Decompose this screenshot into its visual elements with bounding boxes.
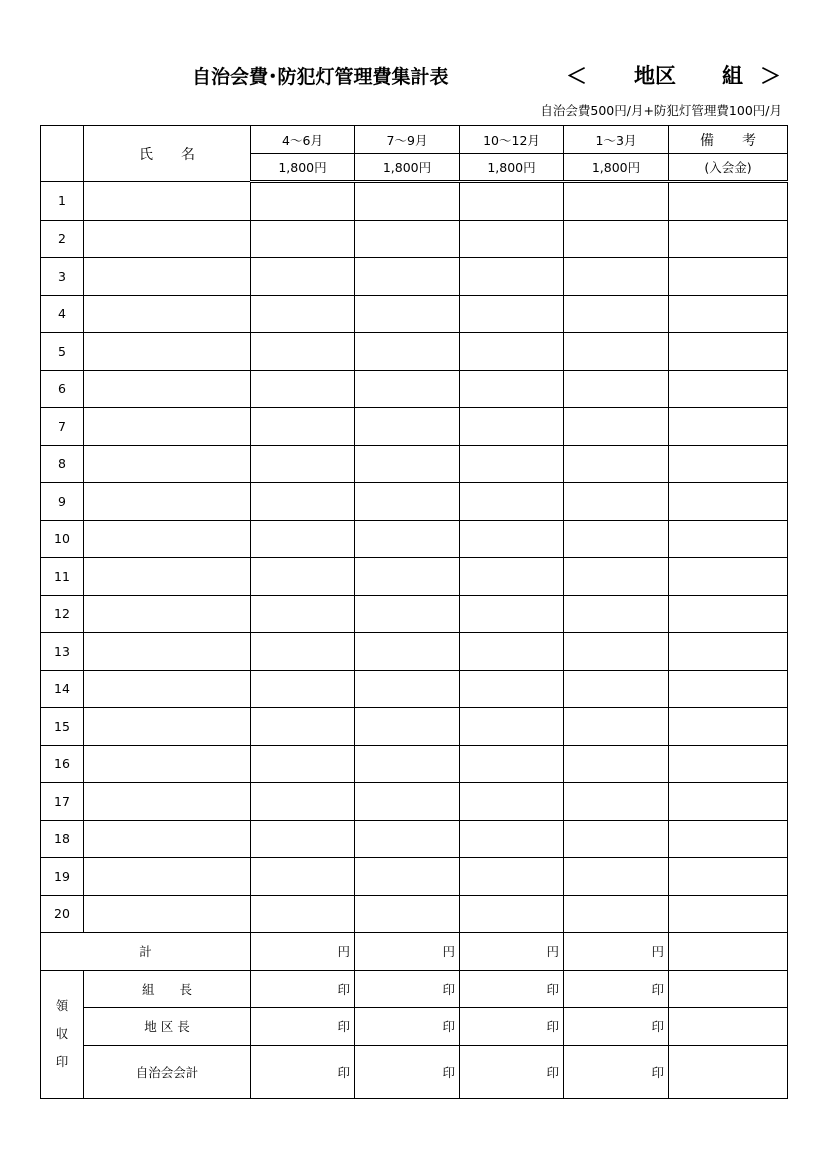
remarks-cell[interactable] bbox=[669, 295, 788, 333]
table-row bbox=[41, 333, 788, 371]
q2-cell[interactable] bbox=[355, 295, 460, 333]
q2-cell[interactable] bbox=[355, 820, 460, 858]
remarks-cell[interactable] bbox=[669, 783, 788, 821]
table-row bbox=[41, 595, 788, 633]
q3-cell[interactable] bbox=[460, 370, 564, 408]
remarks-cell[interactable] bbox=[669, 483, 788, 521]
member-name-cell[interactable] bbox=[84, 820, 251, 858]
receipt-char-3: 印 bbox=[55, 1054, 69, 1069]
member-rows bbox=[41, 182, 788, 933]
table-row bbox=[41, 408, 788, 446]
remarks-cell[interactable] bbox=[669, 745, 788, 783]
q2-cell[interactable] bbox=[355, 408, 460, 446]
q1-cell[interactable] bbox=[251, 820, 355, 858]
q2-cell[interactable] bbox=[355, 258, 460, 296]
q2-cell[interactable] bbox=[355, 633, 460, 671]
row-number: 11 bbox=[41, 558, 84, 596]
remarks-subheader: (入会金) bbox=[669, 154, 788, 182]
member-name-cell[interactable] bbox=[84, 295, 251, 333]
q4-cell[interactable] bbox=[564, 783, 669, 821]
total-remarks-cell[interactable] bbox=[669, 933, 788, 971]
q3-cell[interactable] bbox=[460, 595, 564, 633]
table-row bbox=[41, 745, 788, 783]
table-row bbox=[41, 783, 788, 821]
q1-cell[interactable] bbox=[251, 333, 355, 371]
q4-cell[interactable] bbox=[564, 558, 669, 596]
row-number: 3 bbox=[41, 258, 84, 296]
stamp-cell[interactable]: 印 bbox=[251, 1045, 355, 1098]
q1-cell[interactable] bbox=[251, 370, 355, 408]
q3-cell[interactable] bbox=[460, 670, 564, 708]
member-name-cell[interactable] bbox=[84, 745, 251, 783]
q3-cell[interactable] bbox=[460, 558, 564, 596]
q4-cell[interactable] bbox=[564, 220, 669, 258]
member-name-cell[interactable] bbox=[84, 408, 251, 446]
q4-cell[interactable] bbox=[564, 520, 669, 558]
total-row bbox=[41, 933, 788, 971]
month-header-2: 7～9月 bbox=[355, 126, 460, 154]
q4-cell[interactable] bbox=[564, 258, 669, 296]
member-name-cell[interactable] bbox=[84, 708, 251, 746]
member-name-cell[interactable] bbox=[84, 483, 251, 521]
q2-cell[interactable] bbox=[355, 783, 460, 821]
q3-cell[interactable] bbox=[460, 333, 564, 371]
q3-cell[interactable] bbox=[460, 633, 564, 671]
table-row bbox=[41, 558, 788, 596]
row-number: 7 bbox=[41, 408, 84, 446]
stamp-cell[interactable]: 印 bbox=[355, 1008, 460, 1046]
remarks-cell[interactable] bbox=[669, 333, 788, 371]
row-number: 19 bbox=[41, 858, 84, 896]
table-row bbox=[41, 483, 788, 521]
q2-cell[interactable] bbox=[355, 895, 460, 933]
signer-district-leader: 地 区 長 bbox=[84, 1008, 251, 1046]
row-number: 4 bbox=[41, 295, 84, 333]
fee-cell-1: 1,800円 bbox=[251, 154, 355, 182]
table-row bbox=[41, 708, 788, 746]
row-number: 12 bbox=[41, 595, 84, 633]
q4-cell[interactable] bbox=[564, 370, 669, 408]
name-header: 氏 名 bbox=[84, 126, 251, 182]
fee-cell-3: 1,800円 bbox=[460, 154, 564, 182]
q4-cell[interactable] bbox=[564, 895, 669, 933]
member-name-cell[interactable] bbox=[84, 633, 251, 671]
member-name-cell[interactable] bbox=[84, 370, 251, 408]
total-cell-1[interactable]: 円 bbox=[251, 933, 355, 971]
q4-cell[interactable] bbox=[564, 858, 669, 896]
q1-cell[interactable] bbox=[251, 558, 355, 596]
member-name-cell[interactable] bbox=[84, 520, 251, 558]
remarks-cell[interactable] bbox=[669, 633, 788, 671]
month-header-1: 4～6月 bbox=[251, 126, 355, 154]
table-row bbox=[41, 258, 788, 296]
row-number: 6 bbox=[41, 370, 84, 408]
table-row bbox=[41, 182, 788, 221]
row-number: 1 bbox=[41, 182, 84, 221]
q1-cell[interactable] bbox=[251, 258, 355, 296]
q1-cell[interactable] bbox=[251, 633, 355, 671]
corner-cell bbox=[41, 126, 84, 182]
q4-cell[interactable] bbox=[564, 483, 669, 521]
remarks-cell[interactable] bbox=[669, 858, 788, 896]
q1-cell[interactable] bbox=[251, 445, 355, 483]
total-cell-3[interactable]: 円 bbox=[460, 933, 564, 971]
q2-cell[interactable] bbox=[355, 333, 460, 371]
q2-cell[interactable] bbox=[355, 595, 460, 633]
remarks-cell[interactable] bbox=[669, 670, 788, 708]
member-name-cell[interactable] bbox=[84, 783, 251, 821]
stamp-remarks-cell[interactable] bbox=[669, 1008, 788, 1046]
stamp-cell[interactable]: 印 bbox=[460, 1008, 564, 1046]
district-label: 地区 bbox=[634, 64, 676, 88]
member-name-cell[interactable] bbox=[84, 182, 251, 221]
total-cell-4[interactable]: 円 bbox=[564, 933, 669, 971]
remarks-cell[interactable] bbox=[669, 820, 788, 858]
q3-cell[interactable] bbox=[460, 520, 564, 558]
signer-group-leader: 組 長 bbox=[84, 970, 251, 1008]
q4-cell[interactable] bbox=[564, 670, 669, 708]
remarks-cell[interactable] bbox=[669, 182, 788, 221]
month-header-3: 10～12月 bbox=[460, 126, 564, 154]
q3-cell[interactable] bbox=[460, 745, 564, 783]
row-number: 15 bbox=[41, 708, 84, 746]
q4-cell[interactable] bbox=[564, 745, 669, 783]
stamp-cell[interactable]: 印 bbox=[460, 1045, 564, 1098]
q2-cell[interactable] bbox=[355, 182, 460, 221]
q3-cell[interactable] bbox=[460, 783, 564, 821]
q3-cell[interactable] bbox=[460, 820, 564, 858]
q2-cell[interactable] bbox=[355, 220, 460, 258]
fee-cell-2: 1,800円 bbox=[355, 154, 460, 182]
member-name-cell[interactable] bbox=[84, 858, 251, 896]
q4-cell[interactable] bbox=[564, 408, 669, 446]
receipt-char-1: 領 bbox=[55, 998, 69, 1013]
q4-cell[interactable] bbox=[564, 595, 669, 633]
q1-cell[interactable] bbox=[251, 182, 355, 221]
q2-cell[interactable] bbox=[355, 558, 460, 596]
member-name-cell[interactable] bbox=[84, 258, 251, 296]
member-name-cell[interactable] bbox=[84, 333, 251, 371]
table-row bbox=[41, 520, 788, 558]
row-number: 8 bbox=[41, 445, 84, 483]
q1-cell[interactable] bbox=[251, 220, 355, 258]
q1-cell[interactable] bbox=[251, 483, 355, 521]
q1-cell[interactable] bbox=[251, 670, 355, 708]
receipt-char-2: 収 bbox=[55, 1026, 69, 1041]
q1-cell[interactable] bbox=[251, 595, 355, 633]
month-header-4: 1～3月 bbox=[564, 126, 669, 154]
q3-cell[interactable] bbox=[460, 708, 564, 746]
q1-cell[interactable] bbox=[251, 783, 355, 821]
stamp-cell[interactable]: 印 bbox=[251, 970, 355, 1008]
row-number: 14 bbox=[41, 670, 84, 708]
remarks-header: 備 考 bbox=[669, 126, 788, 154]
stamp-remarks-cell[interactable] bbox=[669, 970, 788, 1008]
signer-association-treasurer: 自治会会計 bbox=[84, 1045, 251, 1098]
row-number: 13 bbox=[41, 633, 84, 671]
remarks-cell[interactable] bbox=[669, 895, 788, 933]
group-label: 組 bbox=[722, 64, 743, 88]
q4-cell[interactable] bbox=[564, 820, 669, 858]
q2-cell[interactable] bbox=[355, 858, 460, 896]
row-number: 16 bbox=[41, 745, 84, 783]
row-number: 2 bbox=[41, 220, 84, 258]
row-number: 10 bbox=[41, 520, 84, 558]
stamp-remarks-cell[interactable] bbox=[669, 1045, 788, 1098]
q2-cell[interactable] bbox=[355, 370, 460, 408]
row-number: 20 bbox=[41, 895, 84, 933]
stamp-cell[interactable]: 印 bbox=[564, 1008, 669, 1046]
remarks-cell[interactable] bbox=[669, 520, 788, 558]
remarks-cell[interactable] bbox=[669, 408, 788, 446]
member-name-cell[interactable] bbox=[84, 895, 251, 933]
q3-cell[interactable] bbox=[460, 858, 564, 896]
page-title: 自治会費･防犯灯管理費集計表 bbox=[192, 66, 449, 88]
member-name-cell[interactable] bbox=[84, 220, 251, 258]
q4-cell[interactable] bbox=[564, 333, 669, 371]
remarks-cell[interactable] bbox=[669, 258, 788, 296]
q3-cell[interactable] bbox=[460, 895, 564, 933]
table-row bbox=[41, 670, 788, 708]
member-name-cell[interactable] bbox=[84, 558, 251, 596]
q4-cell[interactable] bbox=[564, 295, 669, 333]
stamp-cell[interactable]: 印 bbox=[564, 1045, 669, 1098]
row-number: 9 bbox=[41, 483, 84, 521]
q1-cell[interactable] bbox=[251, 745, 355, 783]
receipt-stamp-label bbox=[41, 970, 84, 1098]
member-name-cell[interactable] bbox=[84, 445, 251, 483]
q1-cell[interactable] bbox=[251, 295, 355, 333]
q1-cell[interactable] bbox=[251, 895, 355, 933]
q3-cell[interactable] bbox=[460, 295, 564, 333]
table-row bbox=[41, 633, 788, 671]
remarks-cell[interactable] bbox=[669, 445, 788, 483]
q2-cell[interactable] bbox=[355, 670, 460, 708]
q3-cell[interactable] bbox=[460, 408, 564, 446]
q4-cell[interactable] bbox=[564, 182, 669, 221]
q3-cell[interactable] bbox=[460, 445, 564, 483]
q4-cell[interactable] bbox=[564, 708, 669, 746]
q1-cell[interactable] bbox=[251, 520, 355, 558]
table-row bbox=[41, 295, 788, 333]
table-row bbox=[41, 820, 788, 858]
stamp-cell[interactable]: 印 bbox=[355, 1045, 460, 1098]
q3-cell[interactable] bbox=[460, 483, 564, 521]
row-number: 17 bbox=[41, 783, 84, 821]
q2-cell[interactable] bbox=[355, 708, 460, 746]
q2-cell[interactable] bbox=[355, 445, 460, 483]
fee-subtitle: 自治会費500円/月+防犯灯管理費100円/月 bbox=[540, 103, 782, 118]
collection-table bbox=[40, 125, 788, 1099]
stamp-cell[interactable]: 印 bbox=[564, 970, 669, 1008]
row-number: 18 bbox=[41, 820, 84, 858]
q3-cell[interactable] bbox=[460, 182, 564, 221]
member-name-cell[interactable] bbox=[84, 595, 251, 633]
member-name-cell[interactable] bbox=[84, 670, 251, 708]
table-row bbox=[41, 220, 788, 258]
remarks-cell[interactable] bbox=[669, 708, 788, 746]
close-bracket: ＞ bbox=[760, 64, 781, 88]
q1-cell[interactable] bbox=[251, 708, 355, 746]
total-label: 計 bbox=[41, 933, 251, 971]
table-row bbox=[41, 370, 788, 408]
row-number: 5 bbox=[41, 333, 84, 371]
q3-cell[interactable] bbox=[460, 220, 564, 258]
stamp-cell[interactable]: 印 bbox=[460, 970, 564, 1008]
total-cell-2[interactable]: 円 bbox=[355, 933, 460, 971]
q2-cell[interactable] bbox=[355, 483, 460, 521]
remarks-cell[interactable] bbox=[669, 558, 788, 596]
stamp-cell[interactable]: 印 bbox=[355, 970, 460, 1008]
table-row bbox=[41, 895, 788, 933]
q4-cell[interactable] bbox=[564, 445, 669, 483]
stamp-cell[interactable]: 印 bbox=[251, 1008, 355, 1046]
remarks-cell[interactable] bbox=[669, 595, 788, 633]
open-bracket: ＜ bbox=[566, 64, 587, 88]
q3-cell[interactable] bbox=[460, 258, 564, 296]
fee-cell-4: 1,800円 bbox=[564, 154, 669, 182]
table-row bbox=[41, 445, 788, 483]
q2-cell[interactable] bbox=[355, 745, 460, 783]
q4-cell[interactable] bbox=[564, 633, 669, 671]
remarks-cell[interactable] bbox=[669, 370, 788, 408]
table-row bbox=[41, 858, 788, 896]
q1-cell[interactable] bbox=[251, 858, 355, 896]
q1-cell[interactable] bbox=[251, 408, 355, 446]
q2-cell[interactable] bbox=[355, 520, 460, 558]
remarks-cell[interactable] bbox=[669, 220, 788, 258]
